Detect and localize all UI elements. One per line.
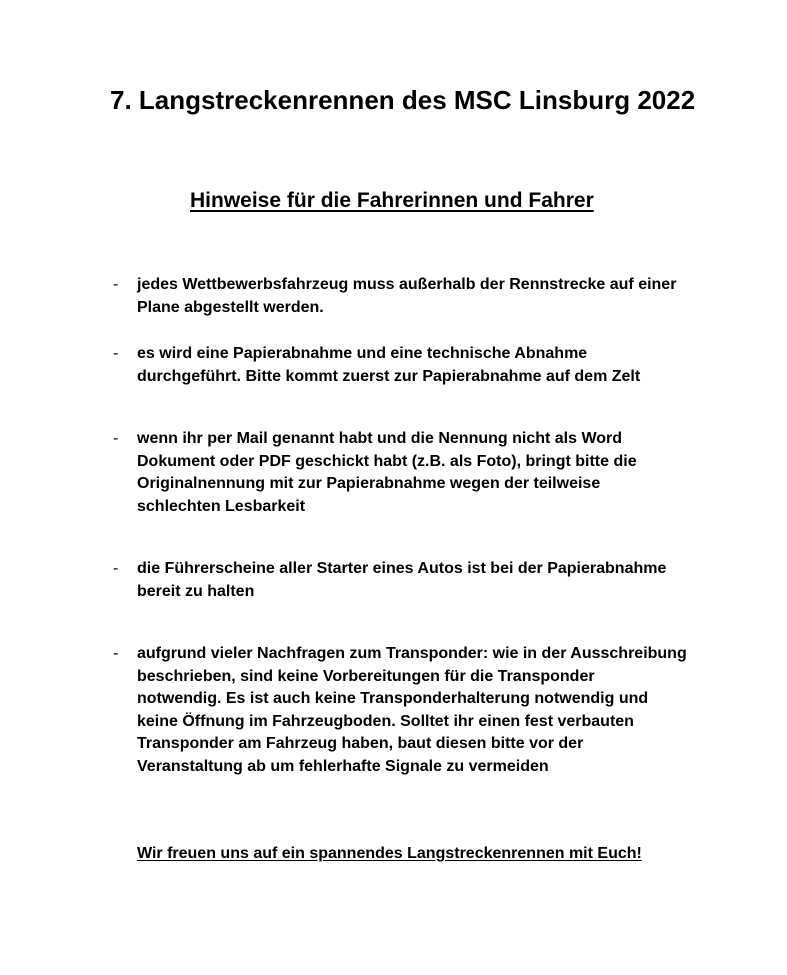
bullet-dash: - (113, 430, 119, 447)
list-item-text (137, 558, 707, 603)
closing-statement: Wir freuen uns auf ein spannendes Langstreckenrennen mit Euch! (137, 845, 642, 862)
list-item-text (137, 343, 707, 388)
list-item-line: Plane abgestellt werden. (137, 298, 324, 316)
list-item-line: durchgeführt. Bitte kommt zuerst zur Papierabnahme auf dem Zelt (137, 367, 641, 385)
list-item-line: wenn ihr per Mail genannt habt und die Nennung nicht als Word (137, 430, 623, 447)
list-item-line: die Führerscheine aller Starter eines Autos ist bei der Papierabnahme (137, 560, 667, 577)
list-item-line: bereit zu halten (137, 582, 255, 600)
bullet-dash: - (113, 345, 119, 362)
list-item-text (137, 274, 707, 319)
list-item-line: beschrieben, sind keine Vorbereitungen für die Transponder (137, 667, 595, 685)
bullet-dash: - (113, 560, 119, 577)
list-item-line: aufgrund vieler Nachfragen zum Transponder: wie in der Ausschreibung (137, 645, 687, 662)
list-item-line: Dokument oder PDF geschickt habt (z.B. als Foto), bringt bitte die (137, 452, 637, 470)
bullet-dash: - (113, 645, 119, 662)
document-subtitle: Hinweise für die Fahrerinnen und Fahrer (190, 189, 594, 212)
list-item-line: keine Öffnung im Fahrzeugboden. Solltet ihr einen fest verbauten (137, 712, 634, 730)
list-item-text (137, 428, 707, 518)
list-item-line: es wird eine Papierabnahme und eine technische Abnahme (137, 345, 588, 362)
list-item-line: Veranstaltung ab um fehlerhafte Signale zu vermeiden (137, 757, 549, 775)
list-item-line: notwendig. Es ist auch keine Transponderhalterung notwendig und (137, 690, 649, 707)
list-item-text (137, 643, 707, 778)
list-item-line: Transponder am Fahrzeug haben, baut diesen bitte vor der (137, 735, 584, 752)
document-title: 7. Langstreckenrennen des MSC Linsburg 2022 (110, 85, 696, 115)
list-item-line: Originalnennung mit zur Papierabnahme wegen der teilweise (137, 475, 601, 492)
list-item-line: schlechten Lesbarkeit (137, 497, 306, 515)
bullet-dash: - (113, 276, 119, 293)
list-item-line: jedes Wettbewerbsfahrzeug muss außerhalb der Rennstrecke auf einer (137, 276, 677, 293)
